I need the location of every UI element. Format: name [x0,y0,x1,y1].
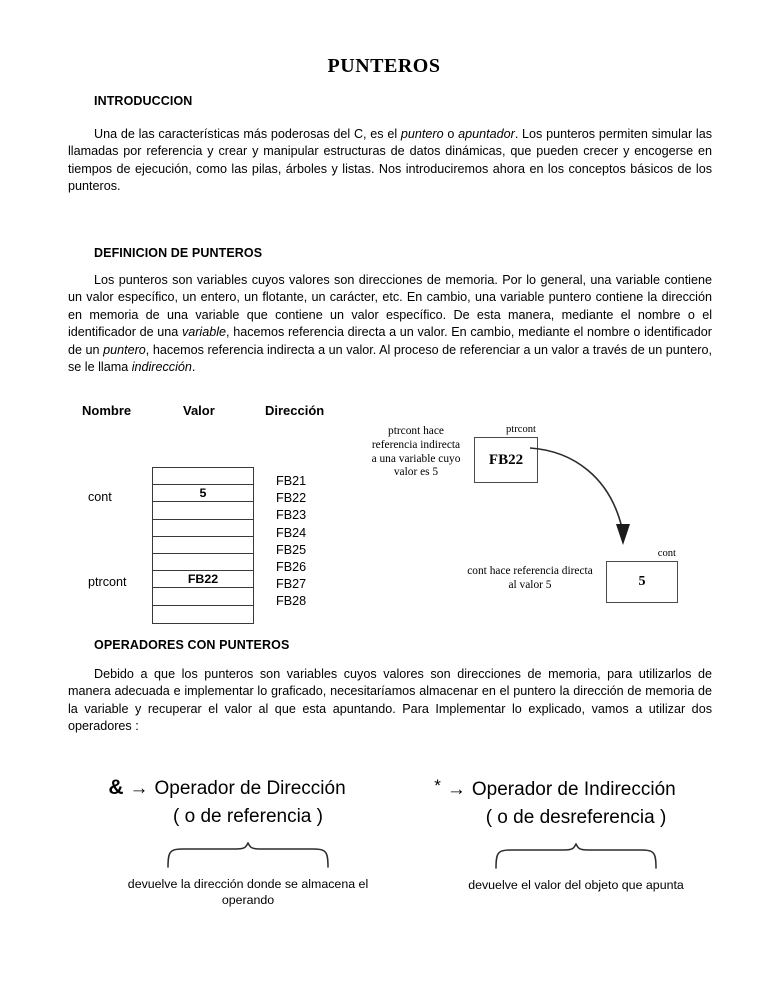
memory-address-label: FB23 [276,508,307,523]
ref-box-label-cont: cont [657,548,676,559]
underbrace-right [400,843,710,869]
memory-cells-table [152,467,254,624]
memory-address-label: FB26 [276,560,307,575]
operator-name-indireccion: Operador de Indirección [471,779,676,800]
memory-cell-row [153,554,253,571]
operator-altname-direccion: ( o de referencia ) [173,806,323,827]
def-em-variable: variable [181,325,227,340]
operator-headline-indireccion [400,776,710,801]
memory-address-label: FB28 [276,594,307,609]
ref-box-ptrcont: FB22 [474,437,538,483]
page-title: PUNTEROS [327,55,441,77]
operator-altname-indireccion: ( o de desreferencia ) [485,807,667,828]
def-em-puntero: puntero [103,342,146,357]
operator-note-direccion: devuelve la dirección donde se almacena el operando [127,877,369,907]
ampersand-symbol: & [108,776,124,799]
def-em-indireccion: indirección [131,360,192,375]
def-text-1: Los punteros son variables cuyos valores son direcciones de memoria. Por lo general, una variable contiene un valor específico, un entero, un flotante, un carácter, etc. En cambio, una variable puntero contiene la dirección en memoria de una variable que contiene un valor específico. De esta manera, mediante el nombre o el identificador de una [68,273,712,340]
section-heading-definicion: DEFINICION DE PUNTEROS [94,246,263,260]
curved-arrow-icon [528,440,678,565]
intro-em-apuntador: apuntador [458,127,515,141]
def-text-3: , hacemos referencia indirecta a un valor. Al proceso de referenciar a un valor a través de un puntero, se le llama [68,342,712,375]
arrow-glyph-right: → [446,779,466,800]
memory-address-list [276,473,306,611]
section-heading-operadores: OPERADORES CON PUNTEROS [94,638,290,652]
memory-cell-row: FB22 [153,571,253,588]
ref-box-label-ptrcont: ptrcont [505,424,536,435]
memory-cell-row [153,588,253,605]
def-text-2: , hacemos referencia directa a un valor. En cambio, mediante el nombre o identificador de un [68,325,712,357]
memory-cell-row [153,468,253,485]
operator-headline-direccion [72,776,382,800]
paragraph-introduccion [68,126,712,196]
operator-note-indireccion: devuelve el valor del objeto que apunta [468,878,684,892]
operator-group-indireccion [400,776,710,894]
intro-text-3: . Los punteros permiten simular las llamadas por referencia y crear y manipular estructuras de datos dinámicas, que pueden crecer y encogerse en tiempos de ejecución, como las pilas, árboles y listas. Nos introduciremos ahora en los conceptos básicos de los punteros. [68,127,712,194]
caption-direct-reference: cont hace referencia directa al valor 5 [467,565,593,591]
memory-cell-row [153,606,253,623]
intro-em-puntero: puntero [400,127,444,141]
memory-name-ptrcont: ptrcont [88,575,127,589]
column-header-valor: Valor [183,403,215,418]
memory-name-cont: cont [88,490,112,504]
memory-cell-row [153,502,253,519]
memory-address-label: FB21 [276,474,307,488]
section-heading-introduccion: INTRODUCCION [94,94,193,108]
paragraph-definicion [68,272,712,376]
operator-group-direccion [72,776,382,908]
column-header-direccion: Dirección [265,403,325,418]
caption-indirect-reference: ptrcont hace referencia indirecta a una variable cuyo valor es 5 [371,425,461,479]
memory-cell-row [153,520,253,537]
memory-cell-row [153,537,253,554]
operator-name-direccion: Operador de Dirección [154,778,346,799]
paragraph-operadores [68,666,712,736]
memory-address-label: FB22 [276,491,307,506]
arrow-glyph-left: → [129,778,149,799]
memory-address-label: FB25 [276,542,307,557]
intro-text-1: Una de las características más poderosas del C, es el [94,127,401,141]
column-header-nombre: Nombre [82,403,132,418]
ref-box-cont: 5 [606,561,678,603]
asterisk-symbol: * [434,776,441,795]
memory-cell-row: 5 [153,485,253,502]
memory-address-label: FB27 [276,577,307,592]
ops-text: Debido a que los punteros son variables cuyos valores son direcciones de memoria, para utilizarlos de manera adecuada e implementar lo graficado, necesitaríamos almacenar en el puntero la dirección de memoria de la variable y recuperar el valor al que esta apuntando. Para Implementar lo explicado, vamos a utilizar dos operadores : [68,667,712,734]
def-text-4: . [191,360,196,375]
intro-text-2: o [443,127,459,141]
memory-address-label: FB24 [276,525,307,540]
underbrace-left [72,842,382,868]
